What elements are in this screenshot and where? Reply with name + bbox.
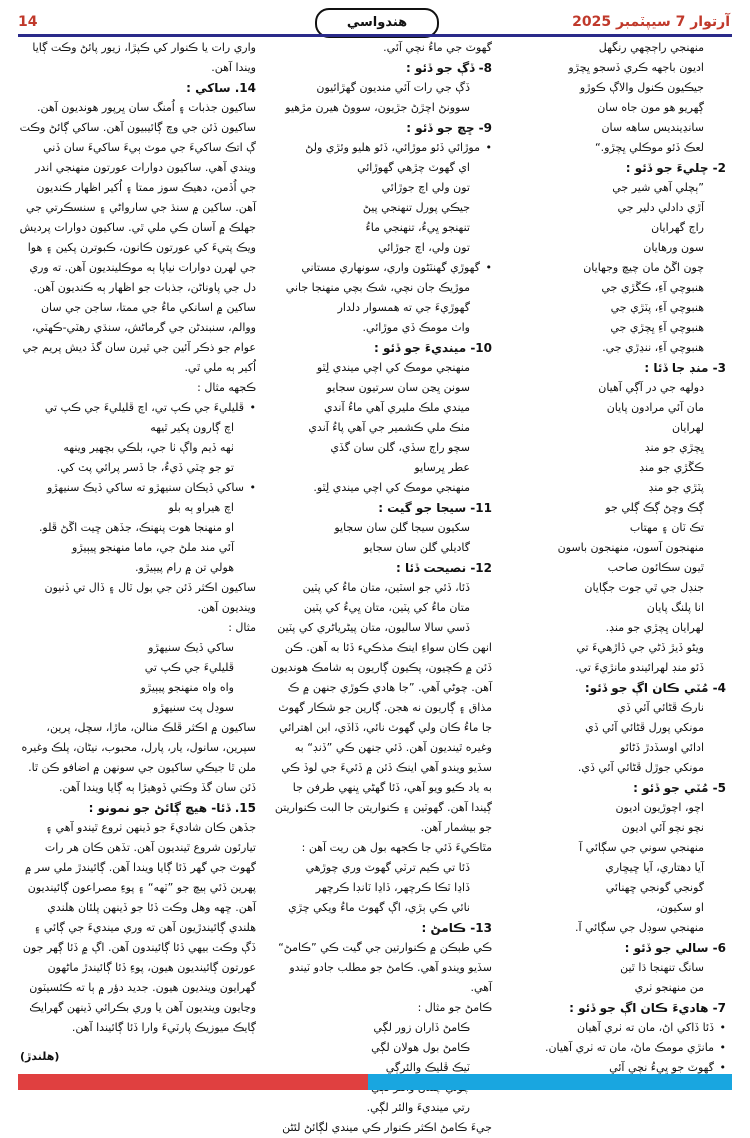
text-line: مٿاڪيءَ ڏئي جا ڪجهه بول هن ريت آهن : (301, 841, 492, 854)
text-line: سچو راڄ سڏي، گلن سان گڏي (330, 441, 470, 454)
text-line: منهنجون آسون، منهنجون باسون (557, 541, 704, 554)
text-line: • ساکي ڏيڪان سنيهڙو ته ساکي ڏيڪ سنيهڙو (18, 478, 256, 498)
text-line: اچ هيراو ٻه بلو (168, 501, 234, 514)
text-line: سانگ تنهنجا ڌا ٿين (620, 961, 704, 974)
text-line: جڏهن ڪان شاديءَ جو ڏينهن ٺروع ٿيندو آهي ۽ تيارئون شروع ٿينديون آهن. تڏهن ڪان هر رات گهوٽ جي گهر ڏئا ڳايا ويندا آهن. ڳائيندڙ ملي سر ۾ پهرين ڏئي ٻيچ جو ”ٽهه“ ۽ پوءِ مصراعون ڳائينديون آهن. ڇهه وهل وڪت ڏئا جو ڏينهن پلئان هلندي هلندي ڳائيندڙيون آهن ته وري مينديءَ جي ڳائي ۽ ڏڳ وڪت بيهي ڏئا ڳائيندون آهن. اڳ ۾ ڏئا ڳهر جون عورتون ڳائينديون هيون، پوءِ ڏئا ڳائيندڙ ماڻهون گهرايون وينديون هيون. جديد دؤر ۾ ٻا ته ڪئسيٽون وڃايون وينديون آهن يا وري بڪرائي ڏينهن گهرايڪ ڳايڪ ميوزيڪ پارٽيءَ وارا ڏئا ڳائيندا آهن. (22, 821, 256, 1034)
text-line: انا پلنگ پايان (646, 601, 704, 614)
text-line: ڦليليءَ جي ڪپ تي (144, 661, 234, 674)
section-heading: 3- منڊ جا ڏئا : (644, 361, 726, 375)
text-line: ڪجهه مثال : (197, 381, 256, 394)
page-number: 14 (18, 14, 38, 30)
section-heading: 5- مُٽي جو ڏئو : (633, 781, 726, 795)
text-line: ٺهه ڏيم واڳ ٺا جي، بلڪي بچهير وينهه (63, 441, 234, 454)
text-line: هنبوچي آءِ، ڪڱڙي جي (601, 281, 704, 294)
text-line: نارڪ ڦڻائي آئي ڏي (617, 701, 704, 714)
text-line: ميندي ملڪ مليري آهي ماءُ آندي (324, 401, 470, 414)
text-line: ٽيڪ ڦليڪ والئرڳي (385, 1061, 470, 1074)
text-line: ساکيون ۾ اڪثر ڦلڪ منالن، ماڙا، سچل، پرين، سپرين، سانول، يار، پارل، محبوب، نيڻان، پلڪ وغيره ملن ٿا جيڪي ساکيون جي سونهن ۾ اضافو ڪن ٿا. ڏئن سان گڏ وڪتي ڏوهيڙا ٻه ڳايا ويندا آهن. (21, 721, 256, 794)
footer-bar-blue (368, 1074, 732, 1090)
section-heading: 10- مينديءَ جو ڏئو : (373, 341, 492, 355)
text-line: ٿيون سڪائون صاحب (607, 561, 704, 574)
text-line: عطر ڀرسايو (414, 461, 470, 474)
text-line: آئي مند ملڻ جي، ماما منهنجو پيٻيڙو (72, 541, 234, 554)
text-line: منهنجي سوني جي سڳائي آ (579, 841, 704, 854)
text-line: ڪامڻ ڏاران زور لڳي (373, 1021, 470, 1034)
section-heading: 6- سالي جو ڏئو : (624, 941, 726, 955)
text-line: رتي مينديءَ والئر لڳي. (366, 1101, 470, 1114)
text-line: ادائي اوسڏدڙ ڏڻائو (620, 741, 704, 754)
footer-color-bar (18, 1074, 732, 1090)
text-line: واري رات يا ڪنوار کي ڪپڙا، زيور پائڻ وڪت ڳايا ويندا آهن. (32, 41, 256, 74)
text-line: او منهنجا هوت پنهنڪ، جڏهن ڇيت اڱڻ ڦلو. (38, 521, 234, 534)
text-line: منهنجي سوڊل جي سڳائي آ. (574, 921, 704, 934)
text-line: منهنجي راڄچهي رنگهل (598, 41, 704, 54)
text-line: • ڦليليءَ جي ڪپ تي، اچ ڦليليءَ جي ڪپ تي (18, 398, 256, 418)
column-middle (270, 38, 492, 1134)
section-heading: 11- سيجا جو گيت : (378, 501, 492, 515)
text-line: ويڻو ڏيڙ ڏڻي جي ڏاڙهيءَ تي (576, 641, 704, 654)
text-line: واٺ مومڪ ڏي موڙائي. (362, 321, 470, 334)
text-line: مونکي پورل ڦڻائي آئي ڏي (585, 721, 704, 734)
section-heading: 9- ڇچ جو ڏئو : (406, 121, 492, 135)
text-line: تڪ ٽان ۽ مهتاب (629, 521, 704, 534)
text-line: • گهوٽ جو ڀيءُ نچي آئي (508, 1058, 726, 1078)
text-line: ڪامڻ جو مثال : (417, 1001, 492, 1014)
text-line: ڏسي سالا ساليون، متان پيڻرياڻري کي پٽين (277, 621, 470, 634)
section-heading: 8- ڏڳ جو ڏئو : (405, 61, 492, 75)
text-line: منهنجي مومڪ کي اچي ميندي لِٿو. (313, 481, 470, 494)
text-line: هولي تن ۾ رام پيٻيڙو. (135, 561, 234, 574)
text-line: ڏئا، ڏئي جو اسٽين، متان ماءُ کي پٽين (302, 581, 470, 594)
text-line: هنبوچي آءِ، پٽڙي جي (610, 301, 704, 314)
text-line: ڏڳ جي رات آئي منديون گهڙائيون (316, 81, 470, 94)
text-line: انهن ڪان سواءِ اينڪ مذڪيء ڏئا به آهن. ڪن ڏئن ۾ ڪچيون، پڪيون ڳاريون ٻه شامڪ هونديون آهن. چوڻي آهي. ”جا هادي ڪوڙي جنهن ۾ ڪ مذاق ۽ ڳاريون نه هجن. ڳارين جو شڪار گهوٽ جا ماءُ ڪان ولي گهوٽ نائي، ڏاڏي، ابن اهترائي وغيره ٿينديون آهن. ڏئي جنهن ڪي ”ڏنڊ“ به سڏيو ويندو آهي اينڪ ڏئن ۾ ڏئيءَ جي لوڏ ڪي به ياد ڪيو ويو آهي، ڏئا گهڻي ڀنهي طرفن جا ڳيندا آهن. گهوٽين ۽ ڪنواريتن جا البت ڪنواريتن جو بيشمار آهن. (270, 641, 492, 834)
text-line: ڳهريو هو مون جاه سان (597, 101, 704, 114)
text-line: هنبوچي آءِ ڀچڙي جي (610, 321, 704, 334)
text-line: اديون باجهه ڪري ڏسجو ڀچڙو (568, 61, 704, 74)
text-line: تون ولي اچ جوڙائي (381, 181, 470, 194)
text-line: او سکيون، (656, 901, 704, 914)
text-line: آڙي دادلي دلير جي (617, 201, 704, 214)
text-line: اچو، اچوڙيون اديون (615, 801, 704, 814)
footer-bar-red (18, 1074, 368, 1090)
text-line: مٺڪ ملي ڪشمير جي آهي پاءُ آندي (308, 421, 470, 434)
text-line: سکيون سيجا گلن سان سجايو (334, 521, 470, 534)
text-line: ڏئا تي ڪيم ترٽي گهوٽ وري چوڙهي (305, 861, 470, 874)
text-line: جيڪيون ڪنول والاڳ ڪوڙو (579, 81, 704, 94)
text-line: مثال : (228, 621, 256, 634)
text-line: گونجي گونجي ڇهنائي (605, 881, 704, 894)
text-line: • موڙائي ڏئو موڙائي، ڏئو هليو وئڙي ولڻ (270, 138, 492, 158)
text-line: ڏئو منڊ لھرائيندو مانڙيءَ تي. (575, 661, 704, 674)
text-line: • ڏئا ڏاکي اڻ، مان ته ٺري آهيان (508, 1018, 726, 1038)
text-line: مونکي جوڙل ڦڻائي آئي ڏي. (577, 761, 704, 774)
text-line: اچ ڳارون پکير ٿيهه (150, 421, 234, 434)
masthead-logo: هندواسي (315, 8, 439, 38)
text-line: چون اڱڻ مان چيچ وجهايان (583, 261, 704, 274)
text-line: • گهوڙي گهنٽڻون واري، سونهاري مستاني (270, 258, 492, 278)
text-line: تو جو چٽي ڏيءُ، جا ڏسر پرائي پٽ کي. (56, 461, 234, 474)
text-line: ساکي ڏيڪ سنيهڙو (148, 641, 234, 654)
text-line: ڏاڍا ٽڪا ڪرچهر، ڏاڍا ٽانڊا ڪرچهر (315, 881, 470, 894)
text-line: نائي ڪي ٻڙي، اڳ گهوٽ ماءُ ويکي چڙي (288, 901, 470, 914)
text-line: جيڪي پورل تنهنجي پيڻ (362, 201, 470, 214)
text-line: لعڪ ڏئو موڪلي ڀچڙو.“ (594, 141, 704, 154)
text-line: لھرايان ڀچڙي جو منڊ. (605, 621, 704, 634)
text-line: جيءَ ڪامڻ اڪثر ڪنوار ڪي ميندي لڳائڻ لئڻن (282, 1121, 492, 1134)
text-line: سانڍينديس ساهه سان (601, 121, 704, 134)
text-line: گهوڙيءَ جي ته همسوار دلدار (337, 301, 470, 314)
text-line: منهنجي مومڪ کي اچي ميندي لِٿو (316, 361, 470, 374)
section-heading: 2- چليءَ جو ڏئو : (625, 161, 726, 175)
text-line: لھرايان (671, 421, 704, 434)
text-line: ساکيون اڪثر ڏئن جي بول ٽال ۽ ڏال تي ڏنيون وينديون آهن. (44, 581, 256, 614)
continued-label: (هلندڙ) (20, 1050, 60, 1063)
section-heading: 7- هاديءَ ڪان اڳ جو ڏئو : (569, 1001, 726, 1015)
text-line: راڄ گهرايان (651, 221, 704, 234)
section-heading: 14. ساکي : (186, 81, 256, 95)
text-line: ڪامڻ بول هولان لڳي (371, 1041, 470, 1054)
text-line: آيا دهتاري، آيا ڇيڇاري (605, 861, 704, 874)
text-line: ”ٻچلي آهي شير جي (612, 181, 704, 194)
section-heading: 12- نصيحت ڏئا : (396, 561, 492, 575)
text-line: نچو نچو آئي اديون (621, 821, 704, 834)
text-line: ڪڱڙي جو منڊ (639, 461, 704, 474)
text-line: ڳڪ وچڻ ڳڪ ڳلي جو (605, 501, 704, 514)
section-heading: 13- ڪامڻ : (421, 921, 492, 935)
issue-date: آرتوار 7 سيپٽمبر 2025 (572, 14, 730, 30)
section-heading: 4- مُٽي ڪان اڳ جو ڏئو: (584, 681, 726, 695)
text-line: من منهنجو ٺري (634, 981, 704, 994)
text-line: گهوٽ جي ماءُ نچي آئي. (383, 41, 492, 54)
text-line: تنهنجو ڀيءُ، تنهنجي ماءُ (365, 221, 470, 234)
text-line: سونن ڀڃن سان سرتيون سجايو (326, 381, 470, 394)
text-line: جنڊل جي ٿي جوت جڳايان (584, 581, 704, 594)
text-line: پٽڙي جو منڊ (648, 481, 704, 494)
text-line: تون ولي، اچ جوڙائي (378, 241, 470, 254)
text-line: هنبوچي آءِ، ننڍڙي جي. (602, 341, 704, 354)
text-line: دولهه جي در آڳي آهيان (598, 381, 704, 394)
text-line: ڪي طبڪن ۾ ڪنوارتين جي گيت ڪي ”ڪامڻ“ سڏيو ويندو آهي. ڪامڻ جو مطلب جادو ٽيندو آهي. (278, 941, 492, 994)
header-rule (18, 34, 732, 37)
text-line: گاديلي گلن سان سجايو (363, 541, 470, 554)
text-line: ساکين ۾ اسانکي ماءُ جي ممتا، ساجن جي سان ووالم، سنبندڻن جي گرماڻش، سنڌي رهٽي-ڪهٽي، عوام جو ذڪر آئين جي ٿيرن سان گڏ ديش پريم جي اُکير ٻه ملي ٿي. (22, 301, 256, 374)
text-line: مان آئي مرادون پايان (606, 401, 704, 414)
text-line: سوڊل پٽ سنيهڙو (153, 701, 234, 714)
text-line: سوونڻ اچڙڻ جڙيون، سووڻ هيرن مڙهيو (285, 101, 470, 114)
section-heading: 15. ڏئا- هيچ ڳائڻ جو نمونو : (88, 801, 256, 815)
text-line: متان ماءُ کي پٽين، متان ڀيءُ کي پٽين (303, 601, 470, 614)
text-line: سون ورهايان (643, 241, 704, 254)
text-line: موڙيڪ جان نچي، شڪ بچي منهنجا جاني (285, 281, 470, 294)
text-line: اي گهوٽ چڙهي گهوڙائي (357, 161, 470, 174)
text-line: • مانڙي مومڪ ماڻ، مان ته ٺري آهيان. (508, 1038, 726, 1058)
text-line: ساکيون جذبات ۽ اُمنگ سان ڀرپور هونديون آهن. ساکيون ڏئن جي وچ ڳائيبيون آهن. ساکي ڳائڻ وڪت ڳ اتڪ ساکيءَ جي موٽ ٻيءَ ساکيءَ سان ڏني ويندي آهي. ساکيون دوارات عورتون منهنجي اندر جي اُڏمن، دهيڪ سوز ممتا ۽ اُکير اظهار ڪنديون آهن. ساکين ۾ سنڌ جي سارواڻي ۽ سنسڪرتي جي جهلڪ ۾ آسان ڪي ملي ٿي. ساکيون دوارات پرديش ويڪ پتيءَ کي عورتون ڪانون، ڪبوترن پکين ۽ هوا جي لهرن دوارات نياپا ٻه موڪلينديون آهن. ته وري دل جي پاوناڻن، جذبات جو اظهار ٻه ڪنديون آهن. (19, 101, 256, 294)
text-line: واه واه منهنجو پيٻيڙو (140, 681, 234, 694)
text-line: ڀچڙي جو منڊ (644, 441, 704, 454)
column-right (508, 38, 726, 1073)
column-left (18, 38, 256, 1073)
